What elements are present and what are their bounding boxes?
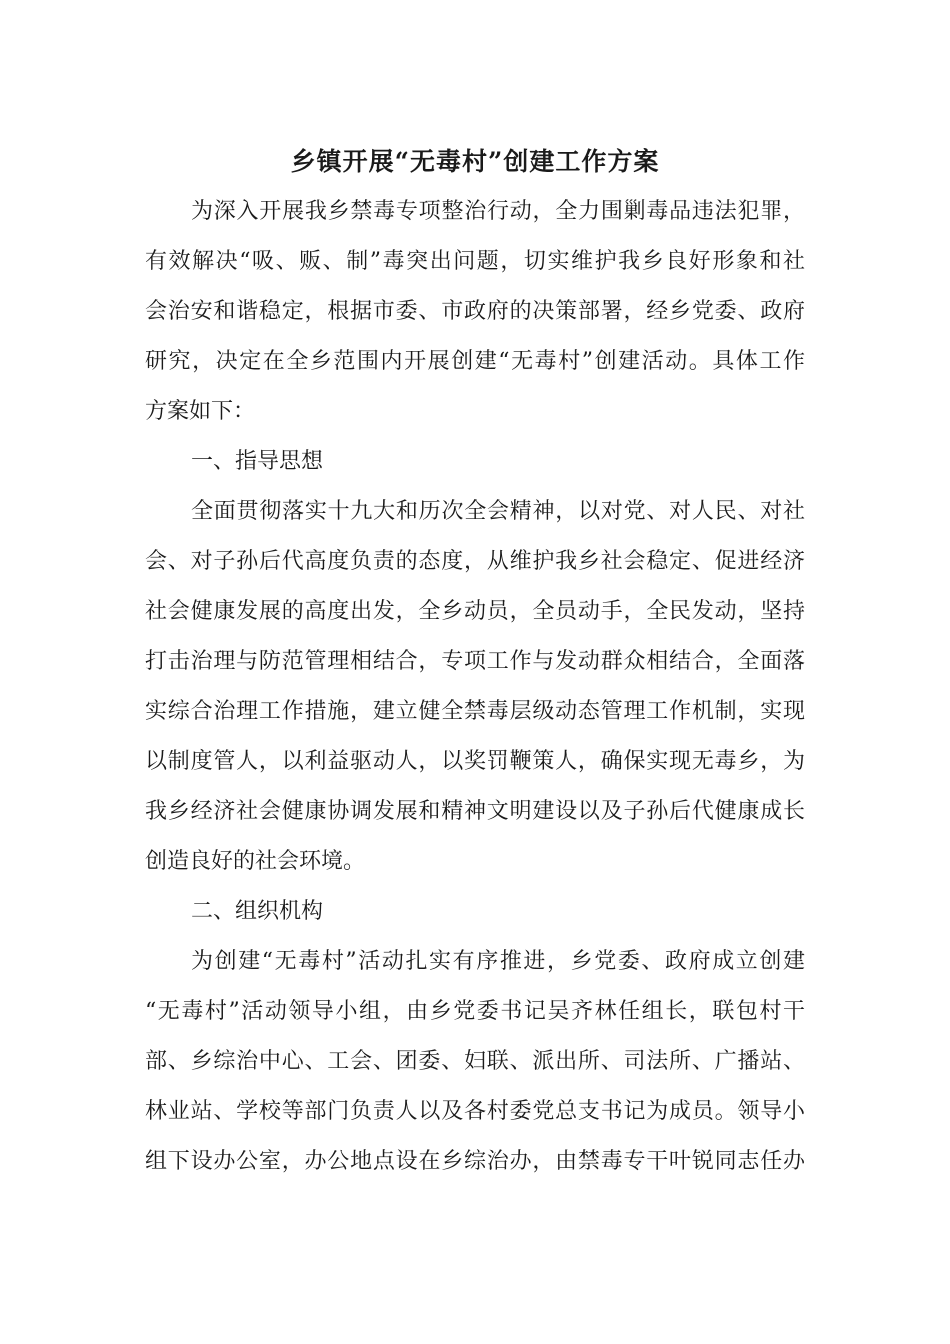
text-line: 创造良好的社会环境。	[145, 849, 366, 874]
text-line: 我乡经济社会健康协调发展和精神文明建设以及子孙后代健康成长	[145, 799, 805, 824]
text-line: 组下设办公室，办公地点设在乡综治办，由禁毒专干叶锐同志任办	[145, 1149, 805, 1174]
text-line: 有效解决“吸、贩、制”毒突出问题，切实维护我乡良好形象和社	[145, 249, 805, 274]
text-line: 为深入开展我乡禁毒专项整治行动，全力围剿毒品违法犯罪，	[191, 199, 805, 224]
text-line: 方案如下：	[145, 399, 256, 424]
text-line: 全面贯彻落实十九大和历次全会精神，以对党、对人民、对社	[191, 499, 805, 524]
text-line: 林业站、学校等部门负责人以及各村委党总支书记为成员。领导小	[145, 1099, 805, 1124]
text-line: 以制度管人，以利益驱动人，以奖罚鞭策人，确保实现无毒乡，为	[145, 749, 805, 774]
section-heading: 二、组织机构	[191, 899, 324, 924]
text-line: 部、乡综治中心、工会、团委、妇联、派出所、司法所、广播站、	[145, 1049, 805, 1074]
text-line: 为创建“无毒村”活动扎实有序推进，乡党委、政府成立创建	[191, 949, 805, 974]
text-line: 实综合治理工作措施，建立健全禁毒层级动态管理工作机制，实现	[145, 699, 805, 724]
text-line: 会、对子孙后代高度负责的态度，从维护我乡社会稳定、促进经济	[145, 549, 805, 574]
document-title: 乡镇开展“无毒村”创建工作方案	[290, 147, 660, 176]
text-line: “无毒村”活动领导小组，由乡党委书记吴齐林任组长，联包村干	[145, 999, 805, 1024]
text-line: 研究，决定在全乡范围内开展创建“无毒村”创建活动。具体工作	[145, 349, 805, 374]
text-line: 社会健康发展的高度出发，全乡动员，全员动手，全民发动，坚持	[145, 599, 805, 624]
section-heading: 一、指导思想	[191, 449, 324, 474]
text-line: 打击治理与防范管理相结合，专项工作与发动群众相结合，全面落	[145, 649, 805, 674]
text-line: 会治安和谐稳定，根据市委、市政府的决策部署，经乡党委、政府	[145, 299, 805, 324]
